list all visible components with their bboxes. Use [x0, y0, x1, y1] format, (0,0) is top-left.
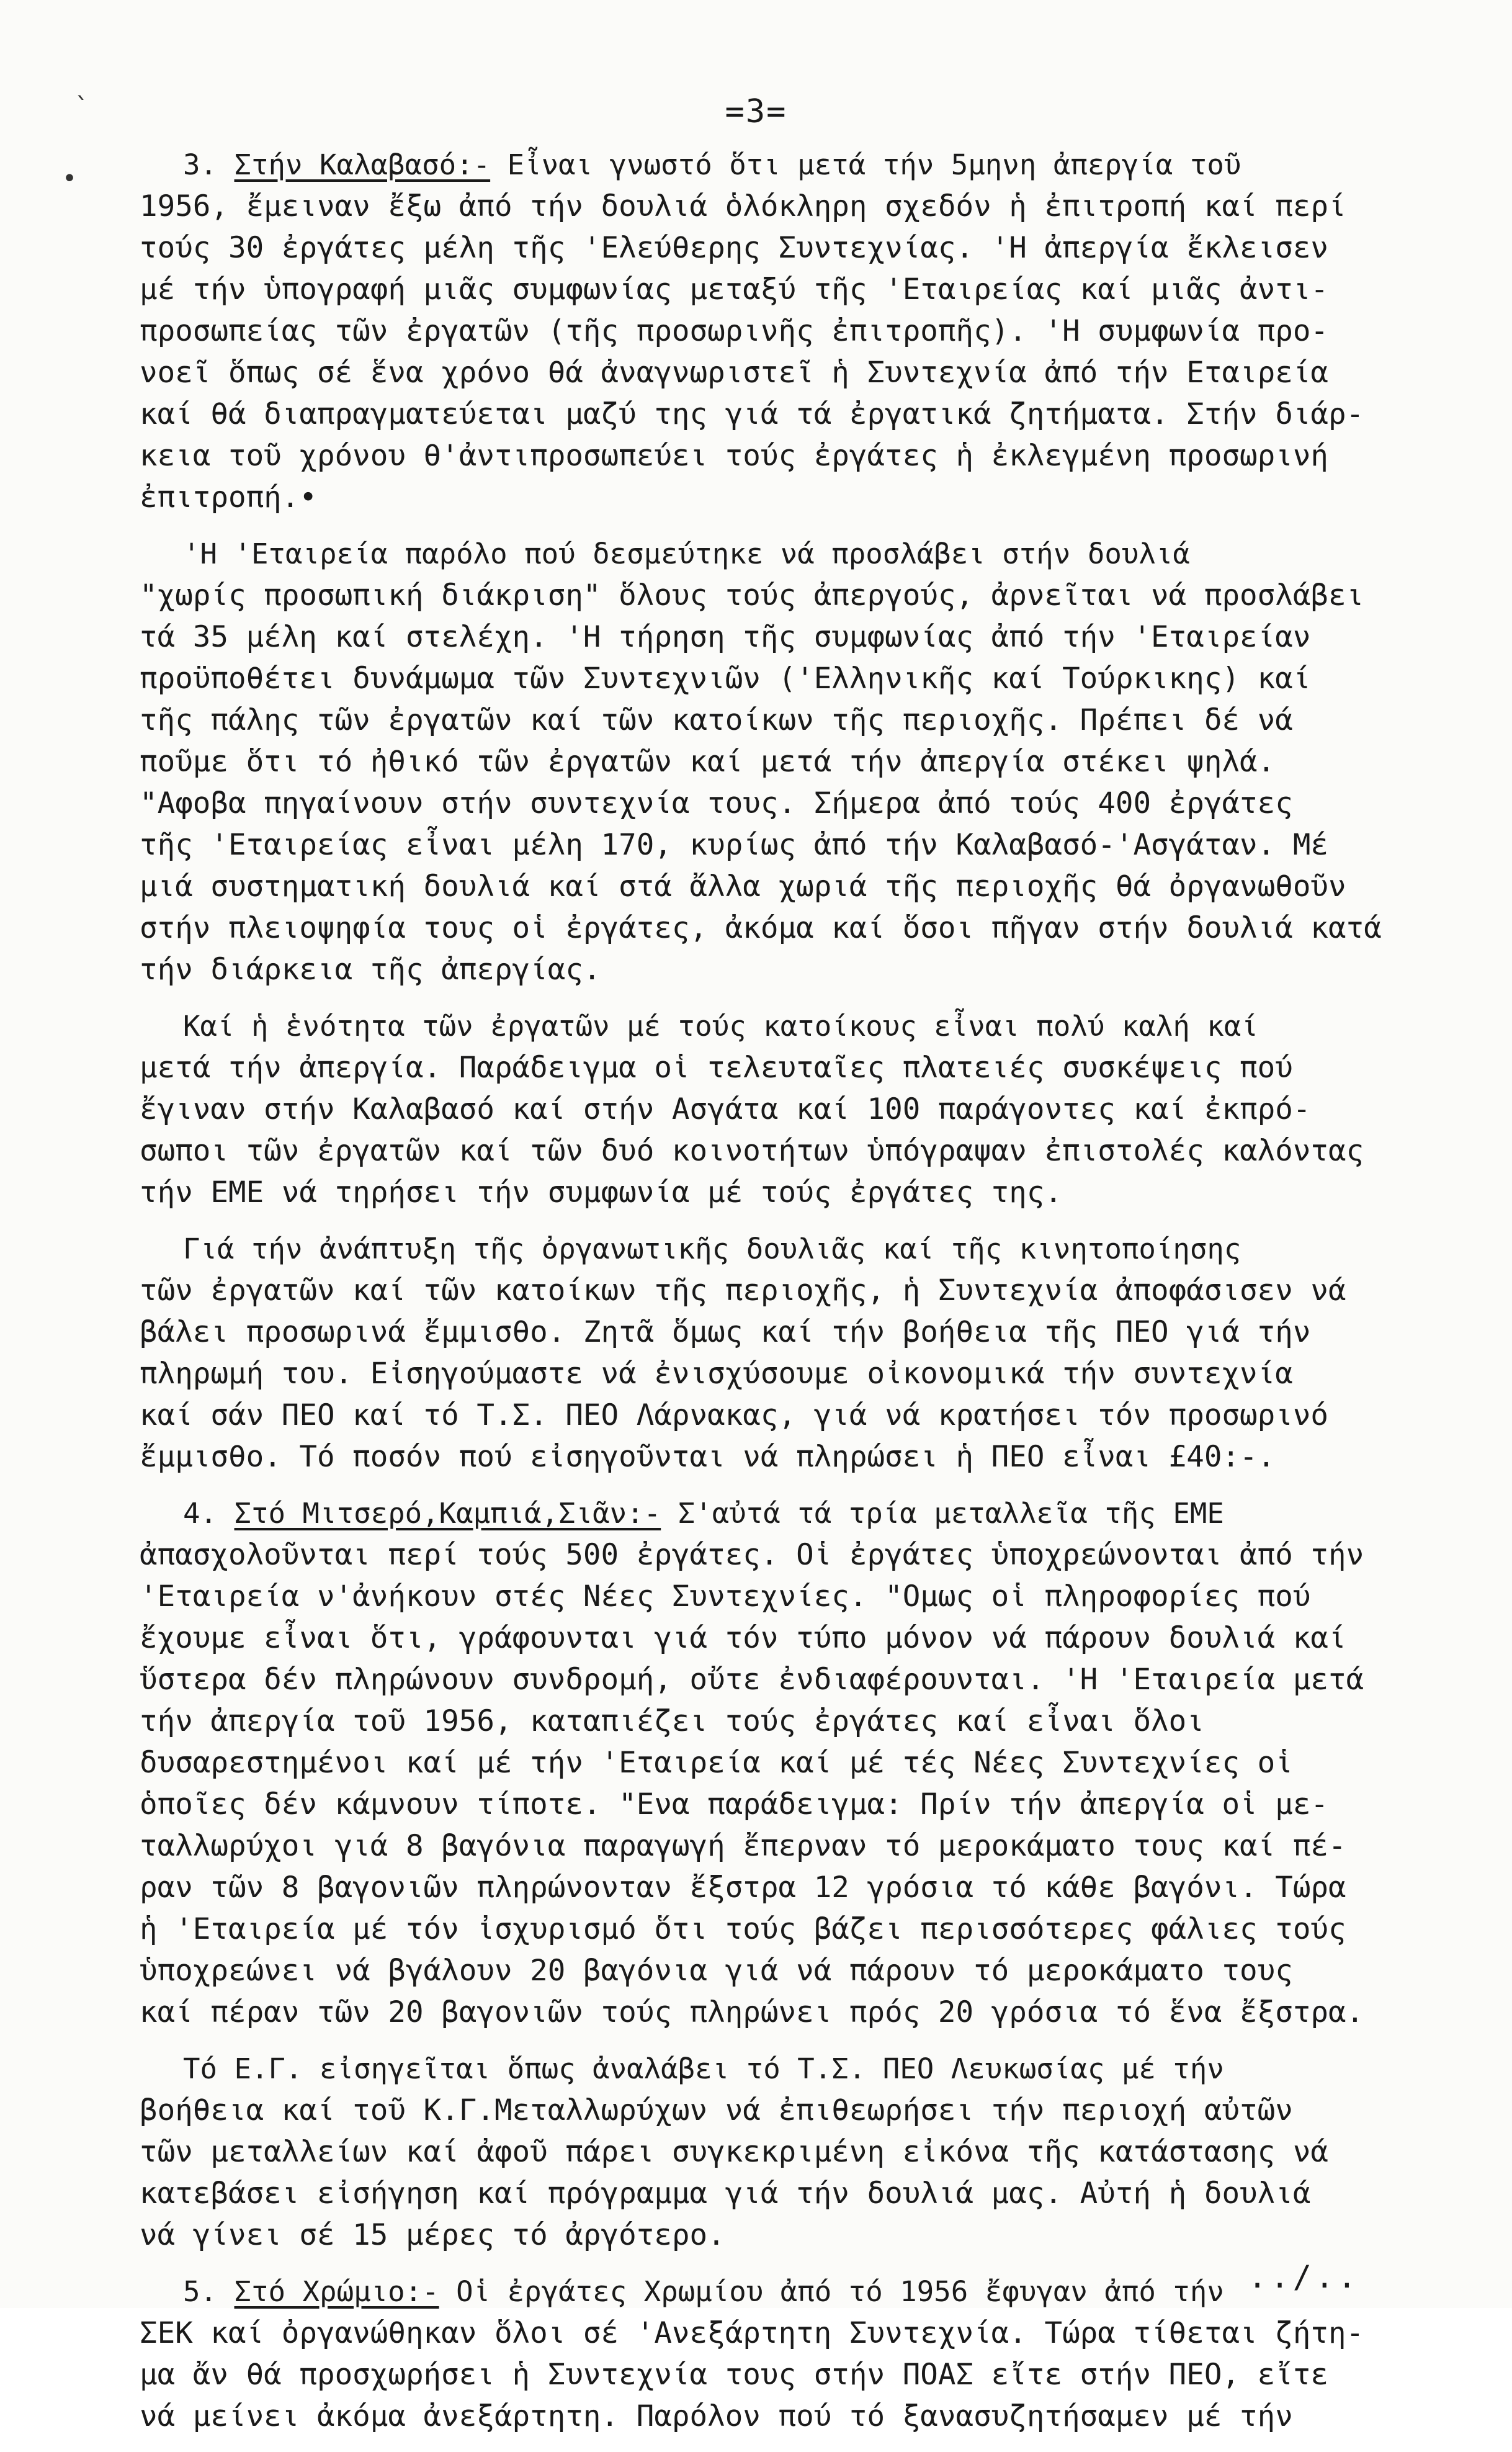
text-line: ταλλωρύχοι γιά 8 βαγόνια παραγωγή ἔπερναν τό μεροκάματο τους καί πέ- — [140, 1829, 1346, 1863]
text-line: νοεῖ ὅπως σέ ἕνα χρόνο θά ἀναγνωριστεῖ ἡ Συντεχνία ἀπό τήν Εταιρεία — [140, 356, 1329, 390]
text-line: τά 35 μέλη καί στελέχη. 'Η τήρηση τῆς συμφωνίας ἀπό τήν 'Εταιρείαν — [140, 620, 1311, 654]
text-line: ὕστερα δέν πληρώνουν συνδρομή, οὔτε ἐνδιαφέρουνται. 'Η 'Εταιρεία μετά — [140, 1663, 1364, 1697]
text-line: Γιά τήν ἀνάπτυξη τῆς ὀργανωτικῆς δουλιᾶς καί τῆς κινητοποίησης — [183, 1233, 1241, 1265]
text-line: προσωπείας τῶν ἐργατῶν (τῆς προσωρινῆς ἐπιτροπῆς). 'Η συμφωνία προ- — [140, 314, 1329, 348]
text-line: "Αφοβα πηγαίνουν στήν συντεχνία τους. Σήμερα ἀπό τούς 400 ἐργάτες — [140, 786, 1293, 820]
section-number: 4. — [183, 1497, 235, 1530]
text-line: μέ τήν ὑπογραφή μιᾶς συμφωνίας μεταξύ τῆς 'Εταιρείας καί μιᾶς ἀντι- — [140, 272, 1329, 307]
section-heading: Στήν Καλαβασό:- — [234, 148, 491, 181]
text-line: νά γίνει σέ 15 μέρες τό ἀργότερο. — [140, 2218, 725, 2252]
text-line: νά μείνει ἀκόμα ἀνεξάρτητη. Παρόλον πού τό ξανασυζητήσαμεν μέ τήν — [140, 2399, 1293, 2433]
paragraph — [140, 1228, 1461, 1478]
text-line: προϋποθέτει δυνάμωμα τῶν Συντεχνιῶν ('Ελληνικῆς καί Τούρκικης) καί — [140, 662, 1311, 696]
text-line — [140, 144, 1461, 186]
section-heading: Στό Χρώμιο:- — [234, 2275, 439, 2308]
text-line: ραν τῶν 8 βαγονιῶν πληρώνονταν ἔξστρα 12 γρόσια τό κάθε βαγόνι. Τώρα — [140, 1870, 1346, 1905]
text-line: τήν ἀπεργία τοῦ 1956, καταπιέζει τούς ἐργάτες καί εἶναι ὅλοι — [140, 1704, 1204, 1738]
line-text: Σ'αὐτά τά τρία μεταλλεῖα τῆς ΕΜΕ — [661, 1497, 1224, 1530]
paragraph — [140, 2048, 1461, 2256]
text-line: τήν διάρκεια τῆς ἀπεργίας. — [140, 953, 601, 987]
text-line: ὁποῖες δέν κάμνουν τίποτε. "Ενα παράδειγμα: Πρίν τήν ἀπεργία οἱ με- — [140, 1787, 1329, 1821]
text-line: τῶν ἐργατῶν καί τῶν κατοίκων τῆς περιοχῆς, ἡ Συντεχνία ἀποφάσισεν νά — [140, 1273, 1346, 1308]
section-number: 3. — [183, 148, 235, 181]
section-number: 5. — [183, 2275, 235, 2308]
text-line: ΣΕΚ καί ὀργανώθηκαν ὅλοι σέ 'Ανεξάρτητη Συντεχνία. Τώρα τίθεται ζήτη- — [140, 2316, 1364, 2350]
text-line: Τό Ε.Γ. εἰσηγεῖται ὅπως ἀναλάβει τό Τ.Σ. ΠΕΟ Λευκωσίας μέ τήν — [183, 2052, 1224, 2085]
text-line: τήν ΕΜΕ νά τηρήσει τήν συμφωνία μέ τούς ἐργάτες της. — [140, 1175, 1063, 1210]
text-line: ἔμμισθο. Τό ποσόν πού εἰσηγοῦνται νά πληρώσει ἡ ΠΕΟ εἶναι £40:-. — [140, 1440, 1276, 1474]
text-line: ὑποχρεώνει νά βγάλουν 20 βαγόνια γιά νά πάρουν τό μεροκάματο τους — [140, 1954, 1293, 1988]
text-line: "χωρίς προσωπική διάκριση" ὅλους τούς ἀπεργούς, ἀρνεῖται νά προσλάβει — [140, 578, 1364, 613]
text-line: Καί ἡ ἑνότητα τῶν ἐργατῶν μέ τούς κατοίκους εἶναι πολύ καλή καί — [183, 1010, 1258, 1043]
text-line: καί πέραν τῶν 20 βαγονιῶν τούς πληρώνει πρός 20 γρόσια τό ἕνα ἔξστρα. — [140, 1995, 1364, 2029]
text-line: ἡ 'Εταιρεία μέ τόν ἰσχυρισμό ὅτι τούς βάζει περισσότερες φάλιες τούς — [140, 1912, 1346, 1946]
text-line: τῆς πάλης τῶν ἐργατῶν καί τῶν κατοίκων τῆς περιοχῆς. Πρέπει δέ νά — [140, 703, 1293, 737]
paragraph — [140, 144, 1461, 518]
document-body — [140, 144, 1461, 2452]
text-line: τῶν μεταλλείων καί ἀφοῦ πάρει συγκεκριμένη εἰκόνα τῆς κατάστασης νά — [140, 2135, 1329, 2169]
text-line: μα ἄν θά προσχωρήσει ἡ Συντεχνία τους στήν ΠΟΑΣ εἴτε στήν ΠΕΟ, εἴτε — [140, 2358, 1329, 2392]
paragraph — [140, 2271, 1461, 2437]
text-line: τῆς 'Εταιρείας εἶναι μέλη 170, κυρίως ἀπό τήν Καλαβασό-'Ασγάταν. Μέ — [140, 828, 1329, 862]
text-line: ἔχουμε εἶναι ὅτι, γράφουνται γιά τόν τύπο μόνον νά πάρουν δουλιά καί — [140, 1621, 1346, 1655]
scan-speck: ` — [74, 93, 90, 122]
text-line: καί σάν ΠΕΟ καί τό Τ.Σ. ΠΕΟ Λάρνακας, γιά νά κρατήσει τόν προσωρινό — [140, 1398, 1329, 1432]
text-line: κεια τοῦ χρόνου θ'ἀντιπροσωπεύει τούς ἐργάτες ἡ ἐκλεγμένη προσωρινή — [140, 439, 1329, 473]
text-line: τούς 30 ἐργάτες μέλη τῆς 'Ελεύθερης Συντεχνίας. 'Η ἀπεργία ἔκλεισεν — [140, 231, 1329, 265]
paragraph — [140, 1493, 1461, 2033]
text-line: 'Η 'Εταιρεία παρόλο πού δεσμεύτηκε νά προσλάβει στήν δουλιά — [183, 537, 1190, 570]
text-line: σωποι τῶν ἐργατῶν καί τῶν δυό κοινοτήτων ὑπόγραψαν ἐπιστολές καλόντας — [140, 1134, 1364, 1168]
text-line: μιά συστηματική δουλιά καί στά ἄλλα χωριά τῆς περιοχῆς θά ὀργανωθοῦν — [140, 869, 1346, 904]
text-line: βοήθεια καί τοῦ Κ.Γ.Μεταλλωρύχων νά ἐπιθεωρήσει τήν περιοχή αὐτῶν — [140, 2093, 1293, 2127]
text-line: στήν πλειοψηφία τους οἱ ἐργάτες, ἀκόμα καί ὅσοι πῆγαν στήν δουλιά κατά — [140, 911, 1382, 945]
text-line: κατεβάσει εἰσήγηση καί πρόγραμμα γιά τήν δουλιά μας. Αὐτή ἡ δουλιά — [140, 2176, 1311, 2211]
text-line: καί θά διαπραγματεύεται μαζύ της γιά τά ἐργατικά ζητήματα. Στήν διάρ- — [140, 397, 1364, 431]
text-line: ἔγιναν στήν Καλαβασό καί στήν Ασγάτα καί 100 παράγοντες καί ἐκπρό- — [140, 1092, 1311, 1126]
text-line: βάλει προσωρινά ἔμμισθο. Ζητᾶ ὅμως καί τήν βοήθεια τῆς ΠΕΟ γιά τήν — [140, 1315, 1311, 1349]
text-line: 1956, ἔμειναν ἔξω ἀπό τήν δουλιά ὁλόκληρη σχεδόν ἡ ἐπιτροπή καί περί — [140, 189, 1346, 223]
line-text: Οἱ ἐργάτες Χρωμίου ἀπό τό 1956 ἔφυγαν ἀπό τήν — [439, 2275, 1224, 2308]
line-text: Εἶναι γνωστό ὅτι μετά τήν 5μηνη ἀπεργία τοῦ — [490, 148, 1241, 181]
text-line: δυσαρεστημένοι καί μέ τήν 'Εταιρεία καί μέ τές Νέες Συντεχνίες οἱ — [140, 1746, 1293, 1780]
page-number: =3= — [725, 93, 787, 130]
paragraph — [140, 1005, 1461, 1213]
text-line: ἐπιτροπή.• — [140, 480, 317, 514]
text-line: ποῦμε ὅτι τό ἠθικό τῶν ἐργατῶν καί μετά τήν ἀπεργία στέκει ψηλά. — [140, 745, 1276, 779]
text-line: μετά τήν ἀπεργία. Παράδειγμα οἱ τελευταῖες πλατειές συσκέψεις πού — [140, 1051, 1293, 1085]
text-line: 'Εταιρεία ν'ἀνήκουν στές Νέες Συντεχνίες. "Ομως οἱ πληροφορίες πού — [140, 1579, 1311, 1614]
paragraph — [140, 533, 1461, 990]
text-line — [140, 1493, 1461, 1534]
text-line: πληρωμή του. Εἰσηγούμαστε νά ἐνισχύσουμε οἰκονομικά τήν συντεχνία — [140, 1357, 1293, 1391]
section-heading: Στό Μιτσερό,Καμπιά,Σιᾶν:- — [234, 1497, 661, 1530]
scan-speck: • — [62, 164, 78, 193]
continuation-marker: ../.. — [1248, 2259, 1360, 2295]
text-line: ἀπασχολοῦνται περί τούς 500 ἐργάτες. Οἱ ἐργάτες ὑποχρεώνονται ἀπό τήν — [140, 1538, 1364, 1572]
